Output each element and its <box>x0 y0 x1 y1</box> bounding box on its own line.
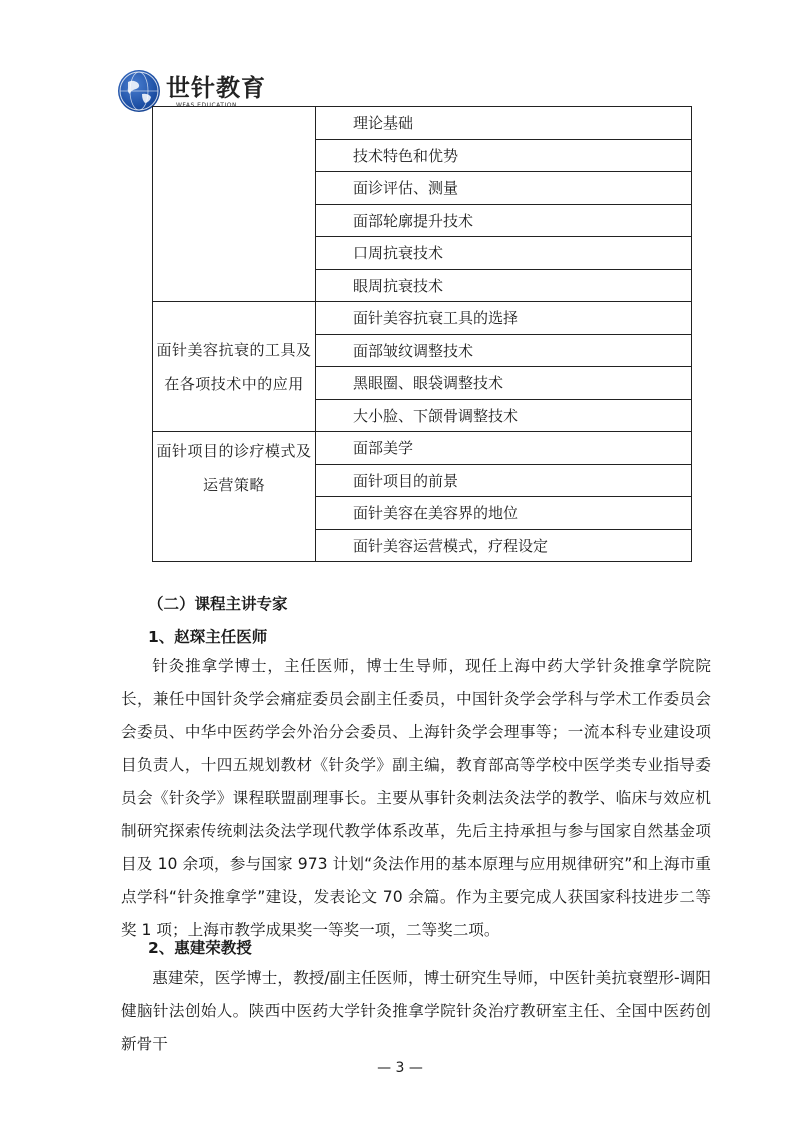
expert1-bio: 针灸推拿学博士，主任医师，博士生导师，现任上海中药大学针灸推拿学院院长，兼任中国针灸学会痛症委员会副主任委员，中国针灸学会学科与学术工作委员会会委员、中华中医药学会外治分会委员、上海针灸学会理事等；一流本科专业建设项目负责人，十四五规划教材《针灸学》副主编，教育部高等学校中医学类专业指导委员会《针灸学》课程联盟副理事长。主要从事针灸刺法灸法学的教学、临床与效应机制研究探索传统刺法灸法学现代教学体系改革，先后主持承担与参与国家自然基金项目及 10 余项，参与国家 973 计划“灸法作用的基本原理与应用规律研究”和上海市重点学科“针灸推拿学”建设，发表论文 70 余篇。作为主要完成人获国家科技进步二等奖 1 项；上海市教学成果奖一等奖一项，二等奖二项。 <box>121 657 711 939</box>
topic-cell: 技术特色和优势 <box>316 139 692 172</box>
expert2-title: 2、惠建荣教授 <box>148 939 252 957</box>
course-table <box>152 106 692 562</box>
topic-cell: 面部轮廓提升技术 <box>316 204 692 237</box>
expert1-title: 1、赵琛主任医师 <box>148 628 268 646</box>
table-row <box>153 107 692 140</box>
topic-cell: 面针美容运营模式，疗程设定 <box>316 529 692 562</box>
category-line: 运营策略 <box>202 476 265 494</box>
category-cell <box>153 302 316 432</box>
section-heading: （二）课程主讲专家 <box>148 595 288 613</box>
topic-cell: 面部皱纹调整技术 <box>316 334 692 367</box>
table-row <box>153 432 692 465</box>
category-line: 面针美容抗衰的工具及 <box>156 340 312 359</box>
expert2-bio: 惠建荣，医学博士，教授/副主任医师，博士研究生导师，中医针美抗衰塑形-调阳健脑针法创始人。陕西中医药大学针灸推拿学院针灸治疗教研室主任、全国中医药创新骨干 <box>121 969 711 1053</box>
page-number: — 3 — <box>377 1060 423 1076</box>
topic-cell: 面针美容在美容界的地位 <box>316 497 692 530</box>
category-line: 面针项目的诊疗模式及 <box>156 442 312 460</box>
category-cell <box>153 107 316 302</box>
topic-cell: 眼周抗衰技术 <box>316 269 692 302</box>
category-line: 在各项技术中的应用 <box>164 374 304 393</box>
topic-cell: 理论基础 <box>316 107 692 140</box>
logo-subtitle: WFAS EDUCATION <box>176 101 237 109</box>
topic-cell: 大小脸、下颌骨调整技术 <box>316 399 692 432</box>
topic-cell: 面针项目的前景 <box>316 464 692 497</box>
logo-title: 世针教育 <box>166 73 266 102</box>
table-row <box>153 302 692 335</box>
category-cell <box>153 432 316 562</box>
topic-cell: 面部美学 <box>316 432 692 465</box>
topic-cell: 黑眼圈、眼袋调整技术 <box>316 367 692 400</box>
topic-cell: 面诊评估、测量 <box>316 172 692 205</box>
topic-cell: 面针美容抗衰工具的选择 <box>316 302 692 335</box>
topic-cell: 口周抗衰技术 <box>316 237 692 270</box>
